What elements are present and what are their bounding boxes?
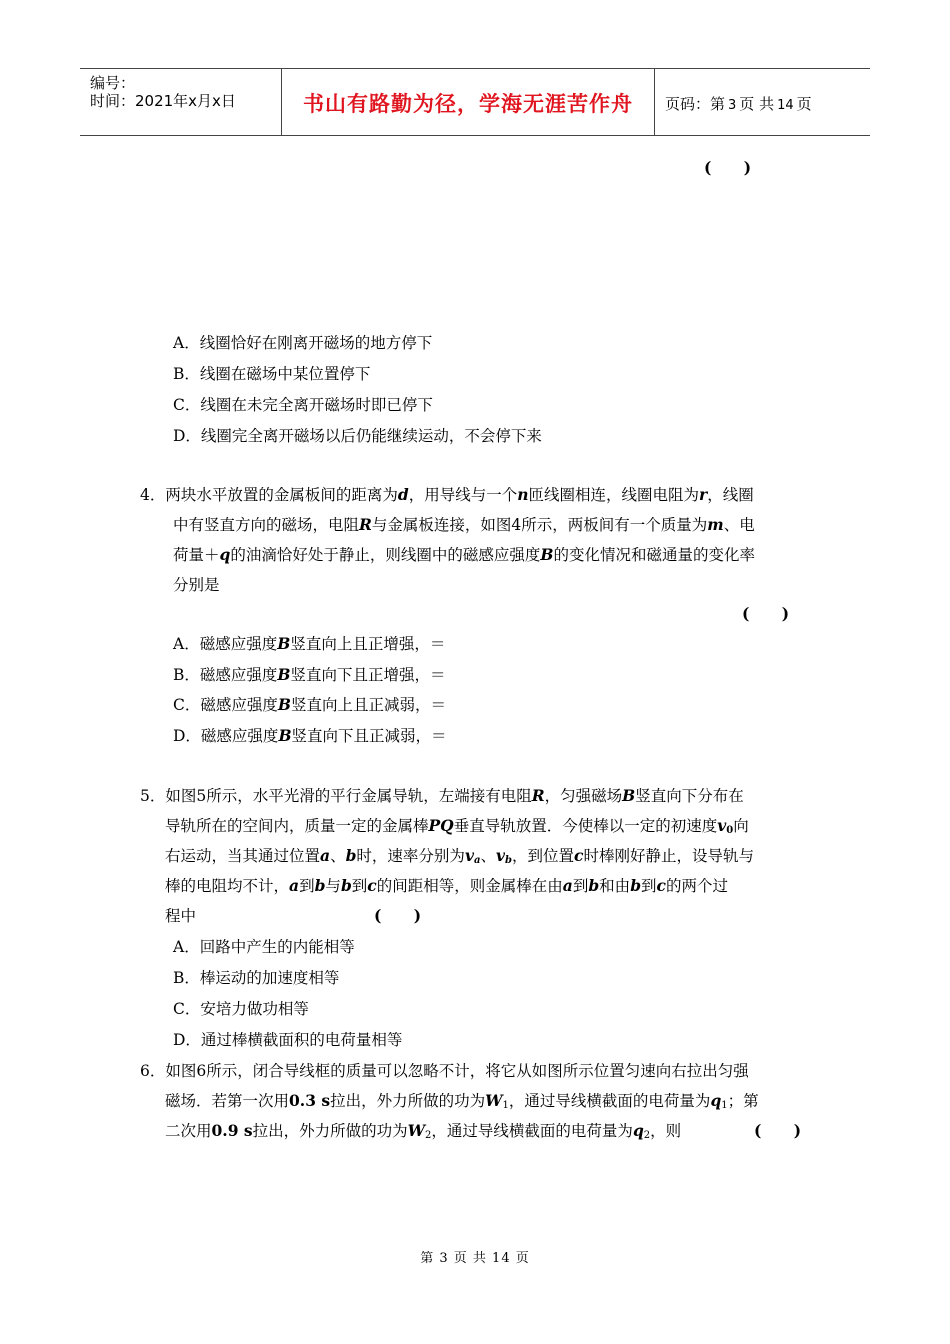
- q4-line-4: 分别是: [173, 576, 220, 594]
- q3-option-b: B．线圈在磁场中某位置停下: [173, 365, 371, 383]
- header-divider-right: [654, 68, 655, 136]
- q3-answer-paren: ( ): [704, 158, 752, 177]
- q6-line-1: 6．如图6所示，闭合导线框的质量可以忽略不计，将它从如图所示位置匀速向右拉出匀强: [140, 1062, 749, 1080]
- q4-option-a: A．磁感应强度B竖直向上且正增强，＝: [173, 634, 446, 653]
- q4-line-2: 中有竖直方向的磁场，电阻R与金属板连接，如图4所示，两板间有一个质量为m、电: [173, 515, 755, 534]
- q4-option-d: D．磁感应强度B竖直向下且正减弱，＝: [173, 726, 447, 745]
- q5-option-d: D．通过棒横截面积的电荷量相等: [173, 1031, 403, 1049]
- q4-line-1: 4．两块水平放置的金属板间的距离为d，用导线与一个n匝线圈相连，线圈电阻为r，线圈: [140, 485, 754, 504]
- q3-option-d: D．线圈完全离开磁场以后仍能继续运动，不会停下来: [173, 427, 542, 445]
- q5-option-b: B．棒运动的加速度相等: [173, 969, 340, 987]
- q5-line-4: 棒的电阻均不计，a到b与b到c的间距相等，则金属棒在由a到b和由b到c的两个过: [165, 876, 729, 895]
- q6-line-3: 二次用0.9 s拉出，外力所做的功为$W_2$，通过导线横截面的电荷量为$q_2$，则: [165, 1121, 682, 1141]
- q3-option-a: A．线圈恰好在刚离开磁场的地方停下: [173, 334, 433, 352]
- q4-line-3: 荷量＋q的油滴恰好处于静止，则线圈中的磁感应强度B的变化情况和磁通量的变化率: [173, 545, 755, 564]
- header-page-number: 页码：第 3 页 共 14 页: [665, 95, 812, 113]
- q4-option-b: B．磁感应强度B竖直向下且正增强，＝: [173, 665, 446, 684]
- q5-line-2: 导轨所在的空间内，质量一定的金属棒PQ垂直导轨放置．今使棒以一定的初速度$v_0$向: [165, 816, 749, 836]
- header-time: 时间：2021年x月x日: [90, 92, 236, 110]
- header-motto: 书山有路勤为径，学海无涯苦作舟: [303, 91, 633, 116]
- q5-line-5: 程中: [165, 907, 197, 925]
- q5-option-a: A．回路中产生的内能相等: [173, 938, 355, 956]
- q5-line-1: 5．如图5所示，水平光滑的平行金属导轨，左端接有电阻R，匀强磁场B竖直向下分布在: [140, 786, 744, 805]
- q6-line-2: 磁场．若第一次用0.3 s拉出，外力所做的功为$W_1$，通过导线横截面的电荷量为$q_1$；第: [165, 1091, 759, 1111]
- q5-answer-paren: ( ): [374, 906, 422, 925]
- q4-option-c: C．磁感应强度B竖直向上且正减弱，＝: [173, 695, 446, 714]
- header-bottom-border: [80, 135, 870, 136]
- q6-answer-paren: ( ): [754, 1121, 802, 1140]
- page-footer: 第 3 页 共 14 页: [420, 1251, 530, 1266]
- header-top-border: [80, 68, 870, 69]
- q3-option-c: C．线圈在未完全离开磁场时即已停下: [173, 396, 433, 414]
- q4-answer-paren: ( ): [742, 604, 790, 623]
- q5-line-3: 右运动，当其通过位置a、b时，速率分别为$v_a$、$v_b$，到位置c时棒刚好静止，设导轨与: [165, 846, 754, 866]
- header-code-label: 编号：: [90, 74, 136, 92]
- q5-option-c: C．安培力做功相等: [173, 1000, 309, 1018]
